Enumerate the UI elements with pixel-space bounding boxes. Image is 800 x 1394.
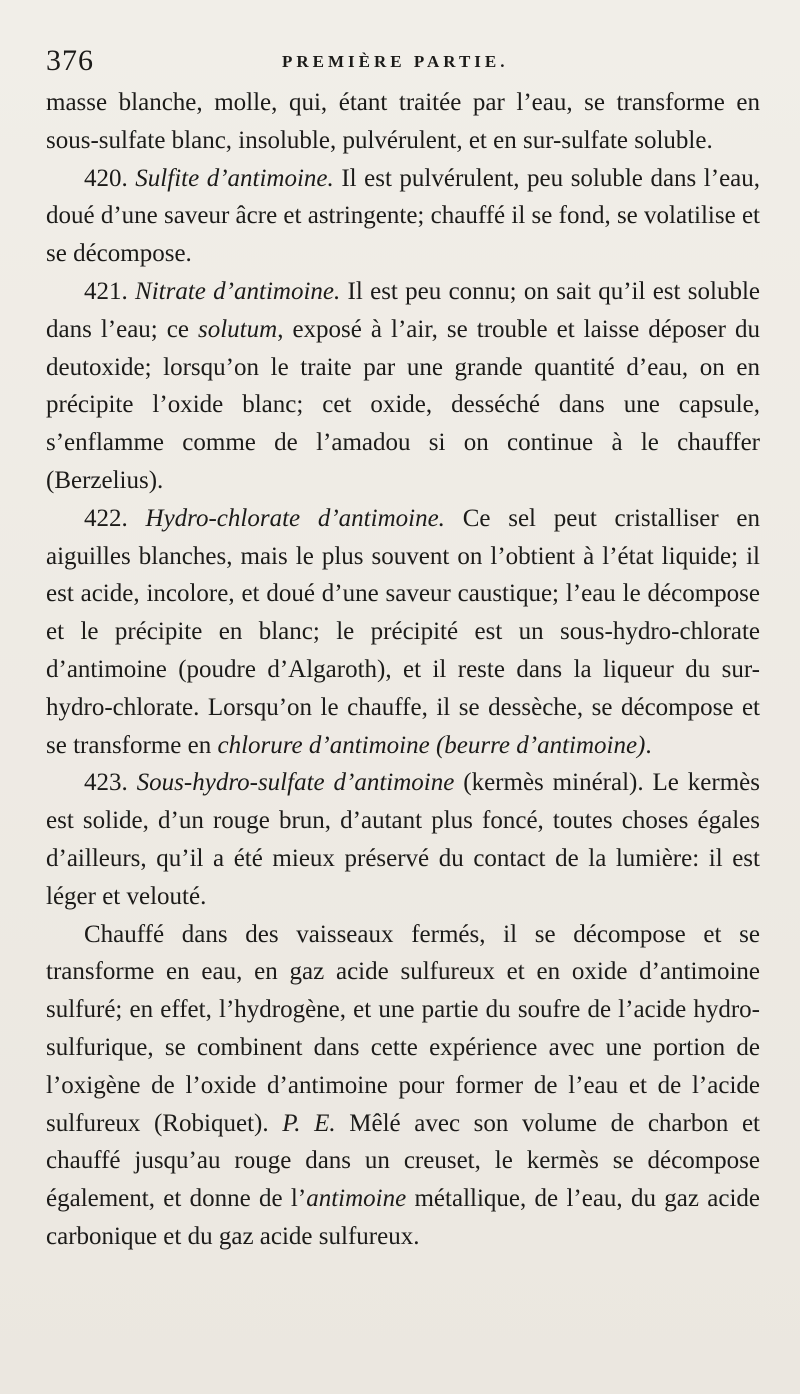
text-segment: métallique, de l’eau, du gaz acide carbonique et du gaz acide sulfureux. bbox=[46, 1185, 760, 1250]
section-number: 421. bbox=[84, 277, 136, 305]
text-segment: masse blanche, molle, qui, étant traitée par l’eau, se transforme en sous-sulfate blanc, insoluble, pulvérulent, et en sur-sulfate soluble. bbox=[46, 89, 760, 154]
italic-term: chlorure d’antimoine (beurre d’antimoine) bbox=[217, 731, 646, 759]
section-heading: Hydro-chlorate d’antimoine. bbox=[145, 504, 445, 532]
text-segment: Mêlé avec son volume de charbon et chauffé jusqu’au rouge dans un creuset, le kermès se décompose également, et donne de l’ bbox=[46, 1109, 760, 1213]
paragraph-kermes-heating bbox=[46, 916, 760, 1256]
text-segment: (kermès minéral). Le kermès est solide, d’un rouge brun, d’autant plus foncé, toutes choses égales d’ailleurs, qu’il a été mieux préservé du contact de la lumière: il est léger et velouté. bbox=[46, 769, 760, 910]
section-number: 423. bbox=[84, 769, 137, 797]
paragraph-422 bbox=[46, 500, 760, 765]
section-heading: Nitrate d’antimoine. bbox=[135, 277, 341, 305]
text-segment: . bbox=[645, 731, 652, 759]
text-segment: , exposé à l’air, se trouble et laisse déposer du deutoxide; lorsqu’on le traite par une grande quantité d’eau, on en précipite l’oxide blanc; cet oxide, desséché dans une capsule, s’enflamme comme de l’amadou si on continue à le chauffer (Berzelius). bbox=[46, 315, 760, 494]
section-number: 420. bbox=[84, 164, 136, 192]
paragraph-423 bbox=[46, 764, 760, 915]
text-segment: Chauffé dans des vaisseaux fermés, il se décompose et se transforme en eau, en gaz acide sulfureux et en oxide d’antimoine sulfuré; en effet, l’hydrogène, et une partie du soufre de l’acide hydro-sulfurique, se combinent dans cette expérience avec une portion de l’oxigène de l’oxide d’antimoine pour former de l’eau et de l’acide sulfureux (Robiquet). bbox=[46, 920, 760, 1137]
text-segment: Il est pulvérulent, peu soluble dans l’eau, doué d’une saveur âcre et astringente; chauffé il se fond, se volatilise et se décompose. bbox=[46, 164, 761, 268]
italic-term: P. E. bbox=[282, 1109, 336, 1137]
italic-term: solutum bbox=[198, 315, 278, 343]
section-heading: Sous-hydro-sulfate d’antimoine bbox=[136, 769, 455, 797]
section-heading: Sulfite d’antimoine. bbox=[135, 164, 334, 192]
page-header bbox=[46, 38, 760, 84]
italic-term: antimoine bbox=[306, 1185, 407, 1213]
running-title: PREMIÈRE PARTIE. bbox=[282, 52, 509, 71]
page-number: 376 bbox=[46, 44, 94, 77]
text-segment: Il est peu connu; on sait qu’il est soluble dans l’eau; ce bbox=[46, 277, 760, 343]
paragraph-420 bbox=[46, 160, 760, 273]
body-text bbox=[46, 84, 760, 1256]
text-segment: Ce sel peut cristalliser en aiguilles blanches, mais le plus souvent on l’obtient à l’état liquide; il est acide, incolore, et doué d’une saveur caustique; l’eau le décompose et le précipite en blanc; le précipité est un sous-hydro-chlorate d’antimoine (poudre d’Algaroth), et il reste dans la liqueur du sur-hydro-chlorate. Lorsqu’on le chauffe, il se dessèche, se décompose et se transforme en bbox=[46, 504, 761, 759]
paragraph-continuation bbox=[46, 84, 760, 160]
paragraph-421 bbox=[46, 273, 760, 500]
section-number: 422. bbox=[84, 504, 146, 532]
